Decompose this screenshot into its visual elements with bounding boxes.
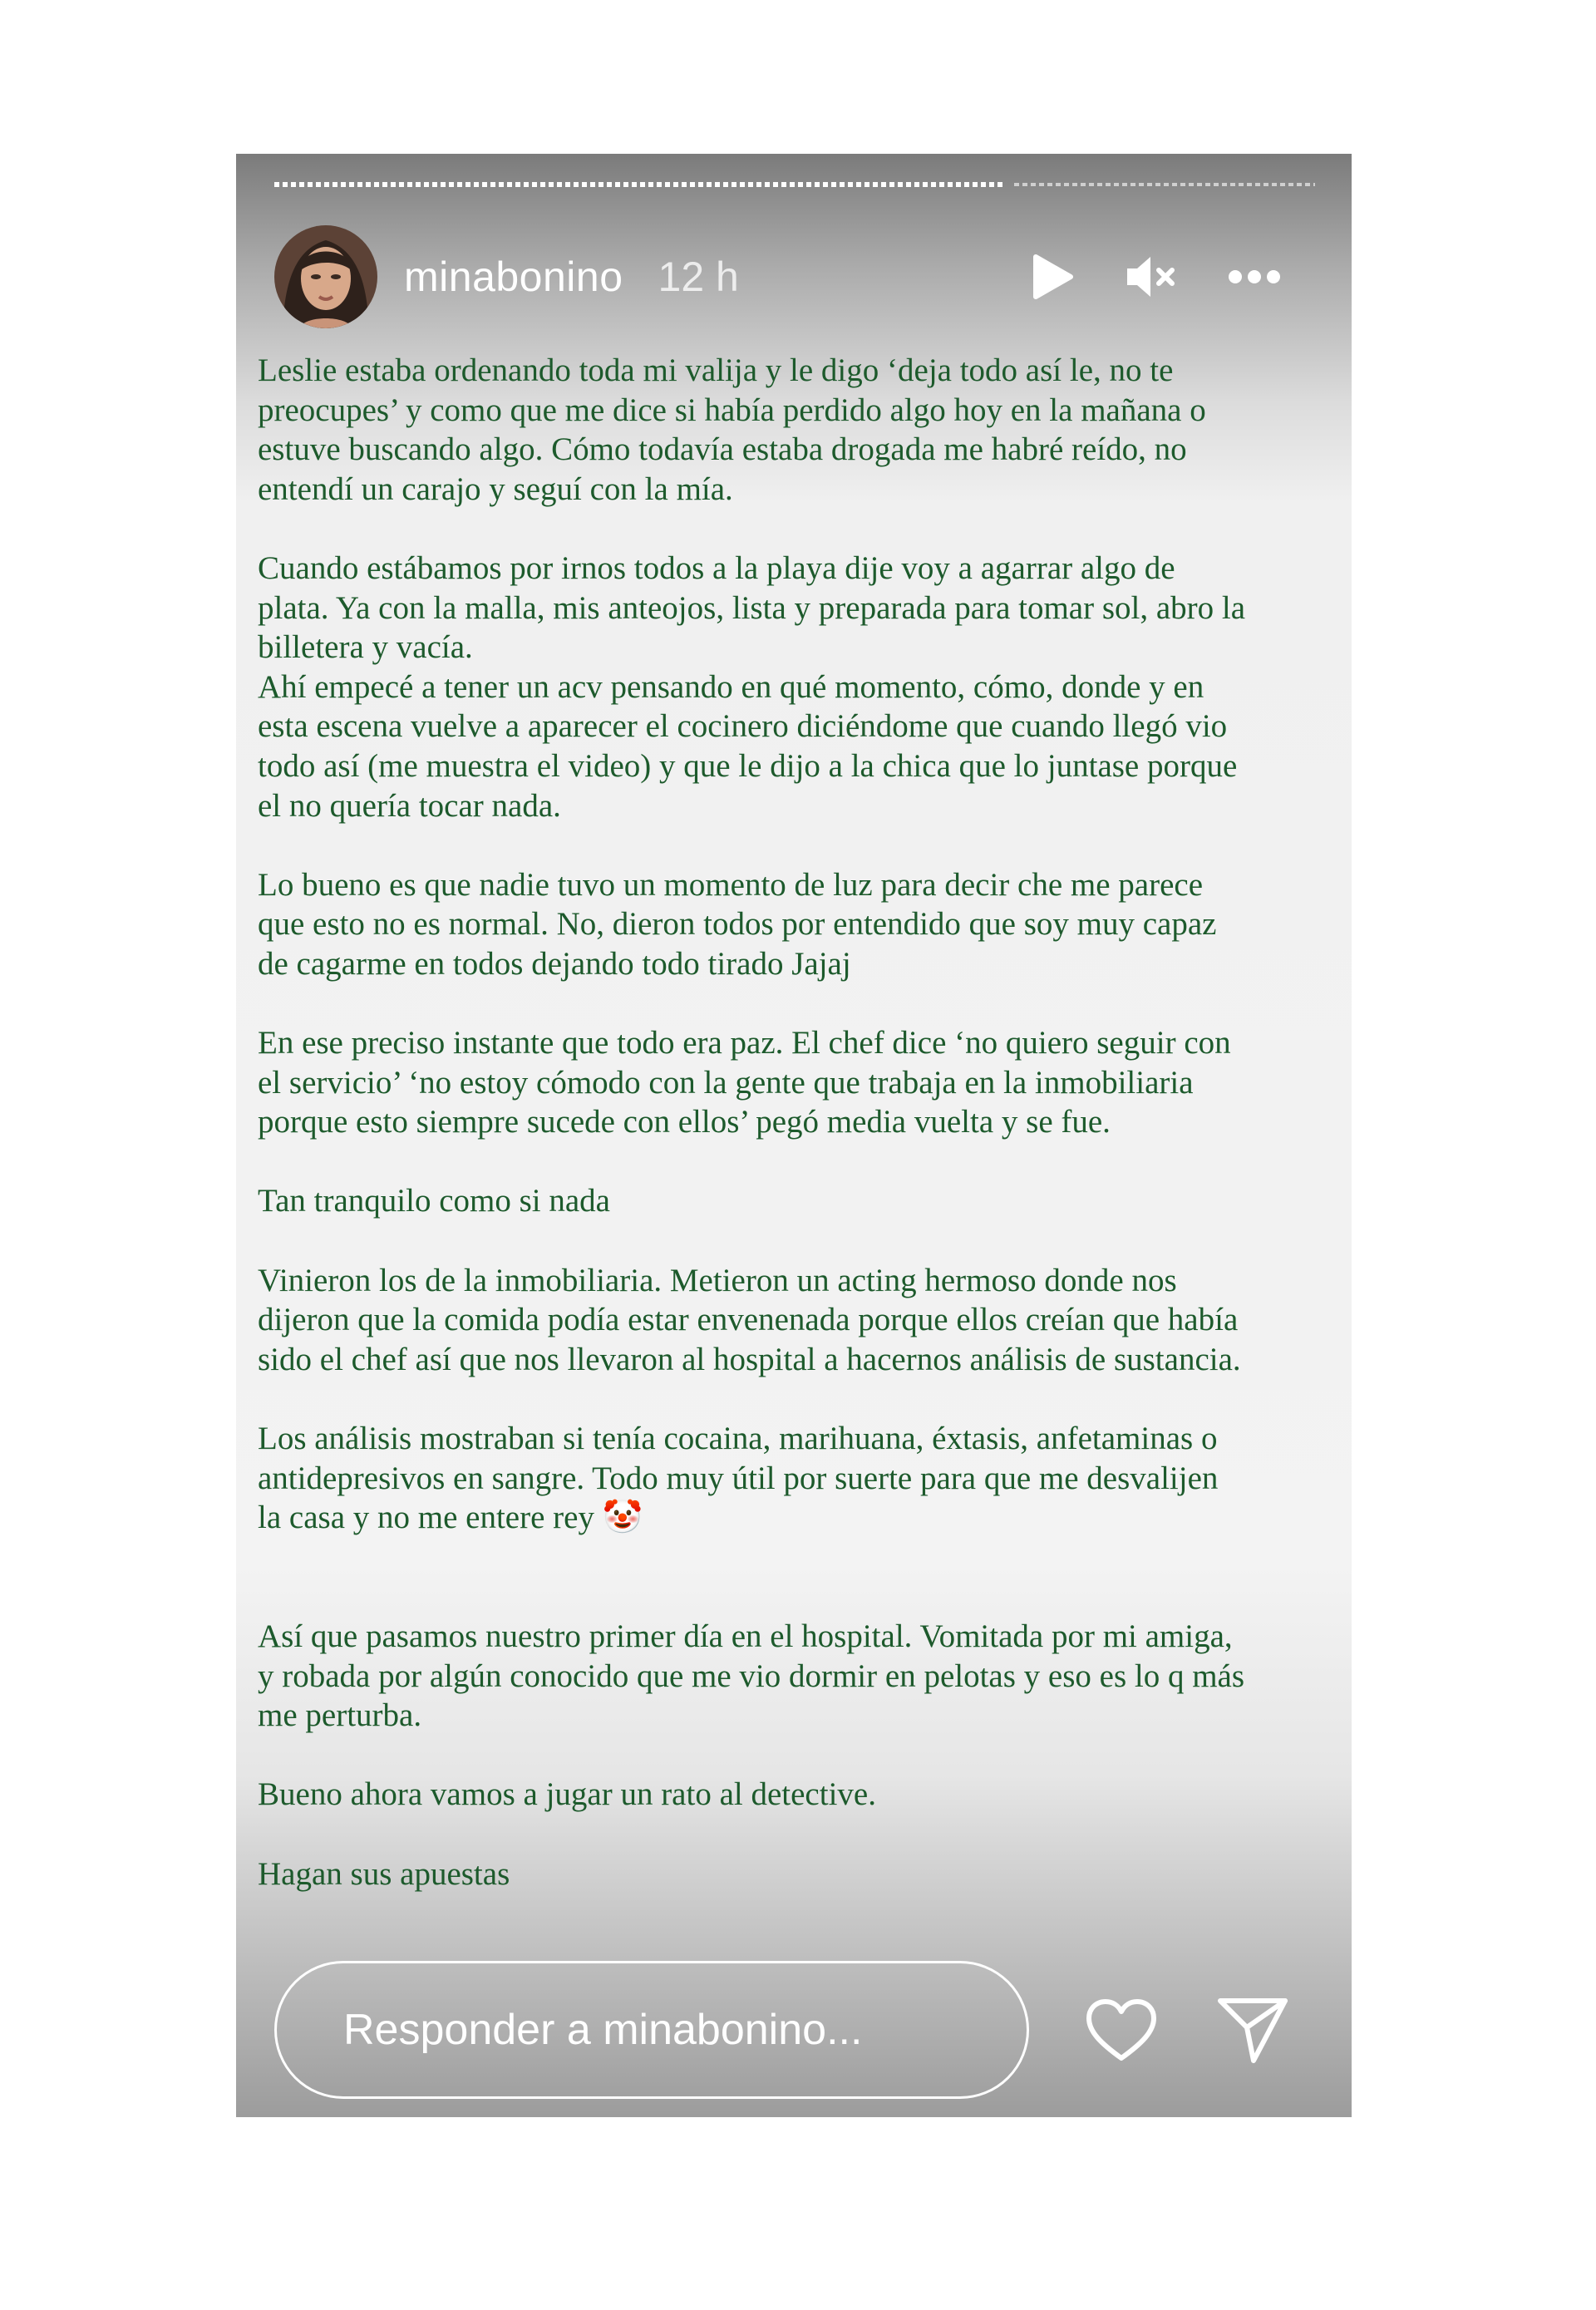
- story-viewer[interactable]: [236, 154, 1352, 2117]
- story-text: Leslie estaba ordenando toda mi valija y le digo ‘deja todo así le, no te preocupes’ y como que me dice si había perdido algo hoy en la mañana o estuve buscando algo. Cómo todavía estaba drogada me habré reído, no entendí un carajo y seguí con la mía. Cuando estábamos por irnos todos a la playa dije voy a agarrar algo de plata. Ya con la malla, mis anteojos, lista y preparada para tomar sol, abro la billetera y vacía. Ahí empecé a tener un acv pensando en qué momento, cómo, donde y en esta escena vuelve a aparecer el cocinero diciéndome que cuando llegó vio todo así (me muestra el video) y que le dijo a la chica que lo juntase porque el no quería tocar nada. Lo bueno es que nadie tuvo un momento de luz para decir che me parece que esto no es normal. No, dieron todos por entendido que soy muy capaz de cagarme en todos dejando todo tirado Jajaj En ese preciso instante que todo era paz. El chef dice ‘no quiero seguir con el servicio’ ‘no estoy cómodo con la gente que trabaja en la inmobiliaria porque esto siempre sucede con ellos’ pegó media vuelta y se fue. Tan tranquilo como si nada Vinieron los de la inmobiliaria. Metieron un acting hermoso donde nos dijeron que la comida podía estar envenenada porque ellos creían que había sido el chef así que nos llevaron al hospital a hacernos análisis de sustancia. Los análisis mostraban si tenía cocaina, marihuana, éxtasis, anfetaminas o antidepresivos en sangre. Todo muy útil por suerte para que me desvalijen la casa y no me entere rey 🤡 Así que pasamos nuestro primer día en el hospital. Vomitada por mi amiga, y robada por algún conocido que me vio dormir en pelotas y eso es lo q más me perturba. Bueno ahora vamos a jugar un rato al detective. Hagan sus apuestas: [258, 352, 1246, 1892]
- username[interactable]: minabonino: [404, 254, 623, 300]
- send-icon[interactable]: [1215, 1994, 1290, 2066]
- post-time: 12 h: [658, 254, 739, 300]
- story-header: [274, 224, 1315, 329]
- footer-actions: [1084, 1994, 1290, 2066]
- story-footer: [274, 1961, 1315, 2099]
- story-progress-bar: [274, 182, 1315, 187]
- reply-input[interactable]: [274, 1961, 1029, 2099]
- heart-icon[interactable]: [1084, 1997, 1159, 2063]
- header-actions: [1029, 252, 1282, 302]
- progress-segment-current: [274, 182, 1006, 187]
- avatar[interactable]: [274, 225, 377, 328]
- more-options-icon[interactable]: [1227, 268, 1282, 285]
- play-icon[interactable]: [1029, 252, 1076, 302]
- muted-speaker-icon[interactable]: [1124, 252, 1179, 302]
- progress-segment-next: [1014, 183, 1315, 186]
